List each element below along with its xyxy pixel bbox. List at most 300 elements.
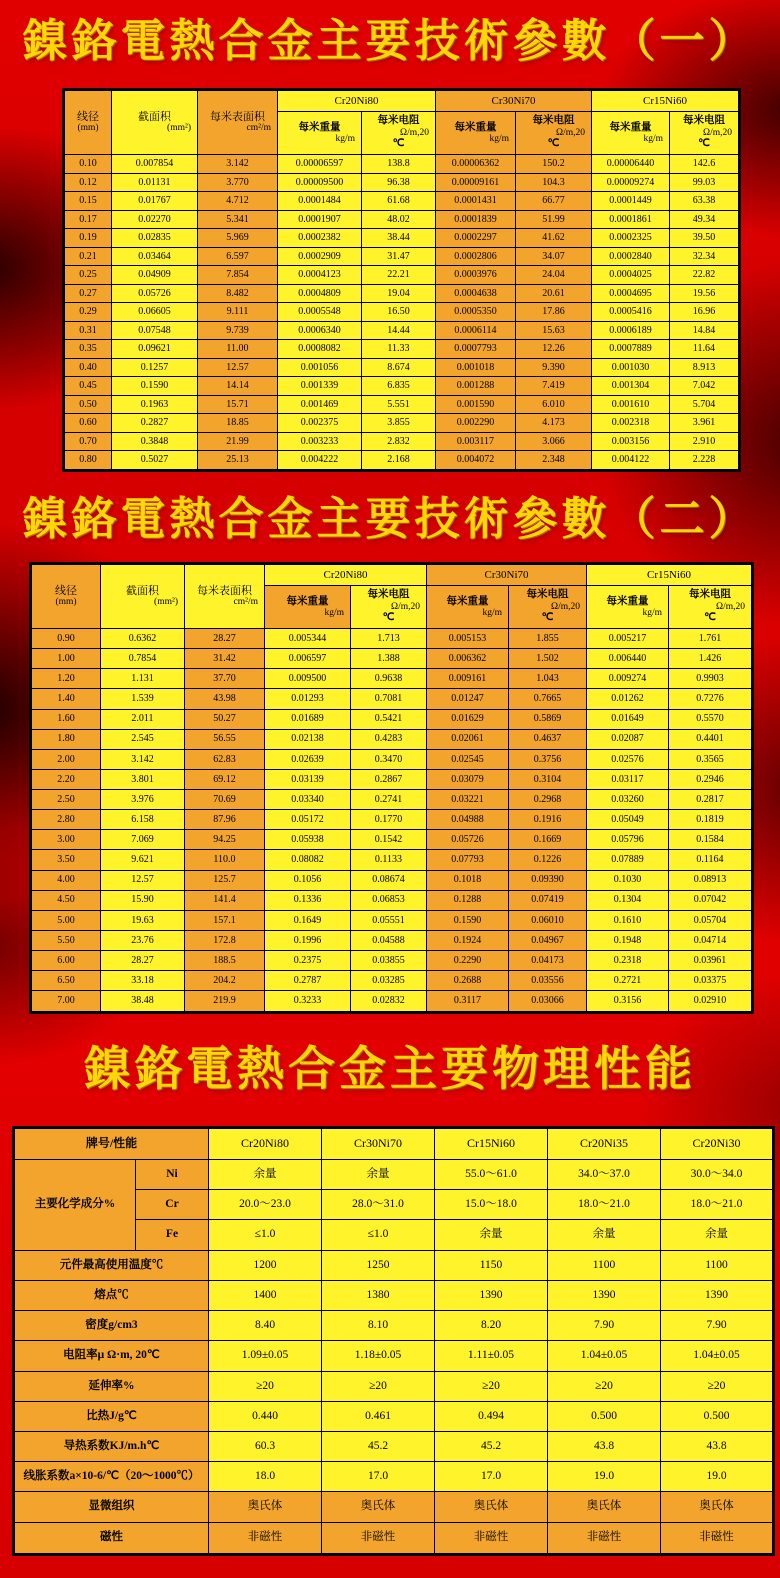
table-row xyxy=(64,451,740,471)
table-row xyxy=(31,890,753,910)
property-value: 45.2 xyxy=(322,1431,435,1461)
property-value: 奥氏体 xyxy=(322,1492,435,1522)
table-cell: 6.158 xyxy=(101,810,185,830)
header-unit: (mm) xyxy=(55,597,77,608)
chem-value: 余量 xyxy=(209,1160,322,1190)
col-header-diameter xyxy=(64,90,112,155)
table-cell: 50.27 xyxy=(185,709,265,729)
header-unit: kg/m xyxy=(643,133,663,144)
table-row xyxy=(64,303,740,322)
property-row xyxy=(14,1401,774,1431)
table-row xyxy=(31,810,753,830)
property-value: 0.440 xyxy=(209,1401,322,1431)
alloy-header-cr30ni70: Cr30Ni70 xyxy=(322,1128,435,1160)
table-cell: 23.76 xyxy=(101,930,185,950)
table-row xyxy=(64,395,740,414)
property-value: ≥20 xyxy=(209,1371,322,1401)
table-row xyxy=(31,629,753,649)
table-cell: 6.010 xyxy=(516,395,592,414)
table-cell: 69.12 xyxy=(185,769,265,789)
table-cell: 0.04988 xyxy=(427,810,509,830)
table-cell: 48.02 xyxy=(362,210,436,229)
table-cell: 0.002375 xyxy=(278,414,362,433)
property-row xyxy=(14,1250,774,1280)
header-unit: kg/m xyxy=(335,133,355,144)
table-cell: 6.00 xyxy=(31,951,101,971)
table-cell: 4.173 xyxy=(516,414,592,433)
table-cell: 0.08082 xyxy=(265,850,351,870)
table-cell: 0.001056 xyxy=(278,358,362,377)
property-value: 45.2 xyxy=(435,1431,548,1461)
table-cell: 0.03139 xyxy=(265,769,351,789)
header-label: 每米电阻 xyxy=(683,115,725,127)
header-label: 线径 xyxy=(55,584,77,597)
table-cell: 0.1590 xyxy=(112,377,198,396)
table-cell: 2.348 xyxy=(516,451,592,471)
table-cell: 0.01767 xyxy=(112,192,198,211)
table-cell: 0.5027 xyxy=(112,451,198,471)
table-cell: 1.131 xyxy=(101,669,185,689)
property-label: 密度g/cm3 xyxy=(14,1311,209,1341)
property-value: 1100 xyxy=(661,1250,774,1280)
table-cell: 0.009274 xyxy=(587,669,669,689)
col-header-resistance xyxy=(509,586,587,629)
property-value: 1380 xyxy=(322,1280,435,1310)
table-cell: 0.3117 xyxy=(427,991,509,1013)
table-cell: 0.4401 xyxy=(669,729,753,749)
table-cell: 0.7081 xyxy=(351,689,427,709)
table-cell: 0.0002297 xyxy=(436,229,516,248)
table-cell: 0.1819 xyxy=(669,810,753,830)
table-cell: 0.002318 xyxy=(592,414,670,433)
header-label: 每米表面积 xyxy=(197,584,252,597)
table-cell: 63.38 xyxy=(670,192,740,211)
table-cell: 0.004072 xyxy=(436,451,516,471)
table-cell: 3.961 xyxy=(670,414,740,433)
table-cell: 5.00 xyxy=(31,910,101,930)
property-value: 0.500 xyxy=(548,1401,661,1431)
chem-value: 55.0～61.0 xyxy=(435,1160,548,1190)
table-cell: 8.674 xyxy=(362,358,436,377)
property-value: 17.0 xyxy=(322,1462,435,1492)
table-row xyxy=(31,910,753,930)
table-cell: 0.1336 xyxy=(265,890,351,910)
table-header-row xyxy=(14,1128,774,1160)
alloy-header-cr20ni35: Cr20Ni35 xyxy=(548,1128,661,1160)
header-unit: (mm) xyxy=(77,123,99,134)
table-cell: 0.06853 xyxy=(351,890,427,910)
col-header-resistance xyxy=(669,586,753,629)
property-value: 8.20 xyxy=(435,1311,548,1341)
alloy-header-cr15ni60: Cr15Ni60 xyxy=(435,1128,548,1160)
table-cell: 0.003156 xyxy=(592,432,670,451)
table-row xyxy=(64,173,740,192)
property-label: 比热J/g℃ xyxy=(14,1401,209,1431)
table-cell: 21.99 xyxy=(198,432,278,451)
property-value: ≥20 xyxy=(322,1371,435,1401)
table-cell: 0.0001449 xyxy=(592,192,670,211)
table-cell: 0.29 xyxy=(64,303,112,322)
table-row xyxy=(31,769,753,789)
table-row xyxy=(64,192,740,211)
table-cell: 0.03285 xyxy=(351,971,427,991)
table-cell: 0.04909 xyxy=(112,266,198,285)
table-cell: 0.0001431 xyxy=(436,192,516,211)
table-cell: 7.854 xyxy=(198,266,278,285)
table-cell: 0.005217 xyxy=(587,629,669,649)
table-cell: 19.56 xyxy=(670,284,740,303)
table-cell: 0.03221 xyxy=(427,790,509,810)
table-cell: 51.99 xyxy=(516,210,592,229)
col-header-grade-property: 牌号/性能 xyxy=(14,1128,209,1160)
table-cell: 99.03 xyxy=(670,173,740,192)
table-row xyxy=(31,870,753,890)
table-cell: 7.00 xyxy=(31,991,101,1013)
table-row xyxy=(64,358,740,377)
table-cell: 22.82 xyxy=(670,266,740,285)
table-cell: 0.00006440 xyxy=(592,155,670,174)
col-header-weight xyxy=(587,586,669,629)
table-cell: 62.83 xyxy=(185,749,265,769)
table-cell: 0.003233 xyxy=(278,432,362,451)
table-cell: 0.45 xyxy=(64,377,112,396)
table-cell: 1.20 xyxy=(31,669,101,689)
table-cell: 4.50 xyxy=(31,890,101,910)
table-cell: 28.27 xyxy=(101,951,185,971)
header-label: 每米电阻 xyxy=(689,589,731,601)
table-row xyxy=(31,689,753,709)
table-row xyxy=(31,991,753,1013)
table-cell: 0.1133 xyxy=(351,850,427,870)
col-header-weight xyxy=(265,586,351,629)
table-cell: 20.61 xyxy=(516,284,592,303)
table-cell: 0.02087 xyxy=(587,729,669,749)
table-cell: 11.33 xyxy=(362,340,436,359)
alloy-header-cr30ni70: Cr30Ni70 xyxy=(436,90,592,112)
chem-value: 余量 xyxy=(548,1220,661,1250)
table-cell: 0.35 xyxy=(64,340,112,359)
table-cell: 0.0004695 xyxy=(592,284,670,303)
table-cell: 0.03464 xyxy=(112,247,198,266)
table-cell: 0.0003976 xyxy=(436,266,516,285)
table-cell: 18.85 xyxy=(198,414,278,433)
property-row xyxy=(14,1371,774,1401)
table-cell: 0.05796 xyxy=(587,830,669,850)
tech-table-1-body xyxy=(64,155,740,471)
table-cell: 0.05726 xyxy=(112,284,198,303)
property-value: 7.90 xyxy=(661,1311,774,1341)
table-cell: 125.7 xyxy=(185,870,265,890)
table-cell: 0.1963 xyxy=(112,395,198,414)
chem-value: 余量 xyxy=(661,1220,774,1250)
header-label: 每米表面积 xyxy=(210,110,265,123)
table-cell: 0.1669 xyxy=(509,830,587,850)
table-cell: 0.1590 xyxy=(427,910,509,930)
table-cell: 172.8 xyxy=(185,930,265,950)
property-value: ≥20 xyxy=(661,1371,774,1401)
table-cell: 0.02576 xyxy=(587,749,669,769)
table-cell: 56.55 xyxy=(185,729,265,749)
table-cell: 15.90 xyxy=(101,890,185,910)
table-cell: 110.0 xyxy=(185,850,265,870)
table-cell: 0.001304 xyxy=(592,377,670,396)
header-unit: Ω/m,20 xyxy=(551,601,580,612)
table-cell: 31.47 xyxy=(362,247,436,266)
table-cell: 33.18 xyxy=(101,971,185,991)
table-cell: 15.63 xyxy=(516,321,592,340)
table-cell: 0.02270 xyxy=(112,210,198,229)
table-cell: 188.5 xyxy=(185,951,265,971)
table-cell: 1.761 xyxy=(669,629,753,649)
table-cell: 66.77 xyxy=(516,192,592,211)
header-unit: (mm²) xyxy=(154,597,178,608)
table-cell: 39.50 xyxy=(670,229,740,248)
table-cell: 0.0007889 xyxy=(592,340,670,359)
table-row xyxy=(64,340,740,359)
table-cell: 0.21 xyxy=(64,247,112,266)
header-unit: ℃ xyxy=(541,612,554,624)
table-cell: 0.17 xyxy=(64,210,112,229)
chem-value: 18.0～21.0 xyxy=(548,1190,661,1220)
property-value: 0.494 xyxy=(435,1401,548,1431)
header-unit: cm²/m xyxy=(246,123,271,134)
property-value: 19.0 xyxy=(548,1462,661,1492)
property-row xyxy=(14,1492,774,1522)
table-cell: 0.1924 xyxy=(427,930,509,950)
table-cell: 6.50 xyxy=(31,971,101,991)
table-cell: 0.3104 xyxy=(509,769,587,789)
table-cell: 0.03855 xyxy=(351,951,427,971)
element-label: Fe xyxy=(136,1220,209,1250)
table-cell: 2.228 xyxy=(670,451,740,471)
table-cell: 0.07889 xyxy=(587,850,669,870)
header-unit: ℃ xyxy=(547,138,560,150)
property-value: 1.11±0.05 xyxy=(435,1341,548,1371)
table-header-row xyxy=(64,90,740,112)
table-row xyxy=(31,709,753,729)
table-cell: 0.006362 xyxy=(427,649,509,669)
property-label: 熔点℃ xyxy=(14,1280,209,1310)
header-unit: kg/m xyxy=(642,607,662,618)
table-row xyxy=(64,247,740,266)
table-cell: 0.06010 xyxy=(509,910,587,930)
table-cell: 1.00 xyxy=(31,649,101,669)
header-label: 每米重量 xyxy=(454,121,497,133)
table-cell: 0.0005416 xyxy=(592,303,670,322)
table-cell: 150.2 xyxy=(516,155,592,174)
property-value: 奥氏体 xyxy=(661,1492,774,1522)
table-cell: 0.02061 xyxy=(427,729,509,749)
table-cell: 0.001610 xyxy=(592,395,670,414)
table-cell: 0.40 xyxy=(64,358,112,377)
table-cell: 0.02639 xyxy=(265,749,351,769)
table-row xyxy=(31,649,753,669)
table-cell: 6.835 xyxy=(362,377,436,396)
table-cell: 0.03260 xyxy=(587,790,669,810)
header-unit: Ω/m,20 xyxy=(391,601,420,612)
property-value: 43.8 xyxy=(548,1431,661,1461)
property-value: 非磁性 xyxy=(209,1522,322,1554)
property-value: ≥20 xyxy=(435,1371,548,1401)
table-cell: 4.712 xyxy=(198,192,278,211)
table-cell: 0.001018 xyxy=(436,358,516,377)
property-value: ≥20 xyxy=(548,1371,661,1401)
property-value: 1100 xyxy=(548,1250,661,1280)
table-cell: 0.2741 xyxy=(351,790,427,810)
table-cell: 0.0007793 xyxy=(436,340,516,359)
table-cell: 0.1996 xyxy=(265,930,351,950)
table-cell: 0.2290 xyxy=(427,951,509,971)
table-cell: 0.02832 xyxy=(351,991,427,1013)
table-cell: 0.00009274 xyxy=(592,173,670,192)
table-cell: 0.009161 xyxy=(427,669,509,689)
col-header-surface-area xyxy=(185,564,265,629)
table-row xyxy=(31,729,753,749)
table-cell: 0.0002909 xyxy=(278,247,362,266)
property-value: 非磁性 xyxy=(322,1522,435,1554)
table-cell: 0.05172 xyxy=(265,810,351,830)
chem-composition-label: 主要化学成分% xyxy=(14,1160,136,1251)
table-cell: 0.1304 xyxy=(587,890,669,910)
table-cell: 0.0005350 xyxy=(436,303,516,322)
table-cell: 0.03066 xyxy=(509,991,587,1013)
chem-value: 余量 xyxy=(435,1220,548,1250)
header-label: 每米电阻 xyxy=(532,115,575,127)
table-cell: 0.25 xyxy=(64,266,112,285)
table-cell: 0.9638 xyxy=(351,669,427,689)
header-unit: cm²/m xyxy=(233,597,258,608)
table-cell: 0.0004809 xyxy=(278,284,362,303)
table-cell: 0.0002806 xyxy=(436,247,516,266)
table-row xyxy=(31,951,753,971)
table-cell: 0.0005548 xyxy=(278,303,362,322)
table-cell: 0.0001484 xyxy=(278,192,362,211)
table-cell: 0.0004025 xyxy=(592,266,670,285)
chem-value: 20.0～23.0 xyxy=(209,1190,322,1220)
table-cell: 0.3470 xyxy=(351,749,427,769)
table-cell: 0.03079 xyxy=(427,769,509,789)
table-cell: 0.05551 xyxy=(351,910,427,930)
table-cell: 0.09621 xyxy=(112,340,198,359)
table-cell: 9.739 xyxy=(198,321,278,340)
chem-value: 30.0～34.0 xyxy=(661,1160,774,1190)
table-cell: 0.0006340 xyxy=(278,321,362,340)
property-label: 导热系数KJ/m.h℃ xyxy=(14,1431,209,1461)
table-cell: 0.2318 xyxy=(587,951,669,971)
property-value: 1.18±0.05 xyxy=(322,1341,435,1371)
chem-value: 余量 xyxy=(322,1160,435,1190)
alloy-header-cr30ni70: Cr30Ni70 xyxy=(427,564,587,586)
property-label: 元件最高使用温度℃ xyxy=(14,1250,209,1280)
table-cell: 0.001288 xyxy=(436,377,516,396)
table-cell: 70.69 xyxy=(185,790,265,810)
header-label: 每米电阻 xyxy=(526,589,569,601)
table-cell: 138.8 xyxy=(362,155,436,174)
table-cell: 0.15 xyxy=(64,192,112,211)
table-row xyxy=(31,790,753,810)
table-cell: 204.2 xyxy=(185,971,265,991)
table-cell: 0.5570 xyxy=(669,709,753,729)
table-cell: 0.02910 xyxy=(669,991,753,1013)
tech-table-2-body xyxy=(31,629,753,1013)
table-cell: 0.03375 xyxy=(669,971,753,991)
chemical-composition-rows xyxy=(14,1160,774,1251)
property-value: 非磁性 xyxy=(548,1522,661,1554)
table-cell: 2.20 xyxy=(31,769,101,789)
header-label: 截面积 xyxy=(126,584,159,597)
table-cell: 15.71 xyxy=(198,395,278,414)
alloy-header-cr20ni80: Cr20Ni80 xyxy=(278,90,436,112)
table-cell: 96.38 xyxy=(362,173,436,192)
table-cell: 9.111 xyxy=(198,303,278,322)
table-cell: 0.5421 xyxy=(351,709,427,729)
header-unit: Ω/m,20 xyxy=(716,601,745,612)
table-cell: 1.80 xyxy=(31,729,101,749)
table-cell: 0.2721 xyxy=(587,971,669,991)
table-cell: 16.96 xyxy=(670,303,740,322)
table-cell: 0.0002325 xyxy=(592,229,670,248)
table-cell: 9.621 xyxy=(101,850,185,870)
property-value: 60.3 xyxy=(209,1431,322,1461)
col-header-weight xyxy=(278,112,362,155)
table-cell: 19.63 xyxy=(101,910,185,930)
table-cell: 1.502 xyxy=(509,649,587,669)
table-cell: 1.388 xyxy=(351,649,427,669)
table-cell: 0.01629 xyxy=(427,709,509,729)
table-cell: 0.1164 xyxy=(669,850,753,870)
table-cell: 0.1610 xyxy=(587,910,669,930)
property-value: 1.04±0.05 xyxy=(661,1341,774,1371)
table-cell: 5.704 xyxy=(670,395,740,414)
table-cell: 0.0006189 xyxy=(592,321,670,340)
table-cell: 157.1 xyxy=(185,910,265,930)
property-row xyxy=(14,1311,774,1341)
header-unit: ℃ xyxy=(704,612,716,624)
table-cell: 0.2946 xyxy=(669,769,753,789)
table-cell: 19.04 xyxy=(362,284,436,303)
table-cell: 0.50 xyxy=(64,395,112,414)
table-cell: 0.80 xyxy=(64,451,112,471)
header-label: 每米重量 xyxy=(609,121,652,133)
table-cell: 0.05726 xyxy=(427,830,509,850)
table-cell: 5.50 xyxy=(31,930,101,950)
chem-value: ≤1.0 xyxy=(209,1220,322,1250)
table-cell: 0.10 xyxy=(64,155,112,174)
property-row xyxy=(14,1462,774,1492)
table-cell: 0.6362 xyxy=(101,629,185,649)
header-unit: kg/m xyxy=(482,607,502,618)
table-row xyxy=(64,377,740,396)
property-value: 19.0 xyxy=(661,1462,774,1492)
table-cell: 0.1649 xyxy=(265,910,351,930)
element-label: Ni xyxy=(136,1160,209,1190)
table-cell: 2.910 xyxy=(670,432,740,451)
table-cell: 0.02545 xyxy=(427,749,509,769)
table-cell: 0.1542 xyxy=(351,830,427,850)
table-cell: 2.50 xyxy=(31,790,101,810)
table-cell: 0.3565 xyxy=(669,749,753,769)
property-value: 1250 xyxy=(322,1250,435,1280)
table-cell: 3.50 xyxy=(31,850,101,870)
col-header-resistance xyxy=(362,112,436,155)
table-cell: 0.06605 xyxy=(112,303,198,322)
table-row xyxy=(64,321,740,340)
table-cell: 0.0006114 xyxy=(436,321,516,340)
table-cell: 219.9 xyxy=(185,991,265,1013)
property-value: 非磁性 xyxy=(661,1522,774,1554)
table-cell: 2.545 xyxy=(101,729,185,749)
table-cell: 0.01649 xyxy=(587,709,669,729)
